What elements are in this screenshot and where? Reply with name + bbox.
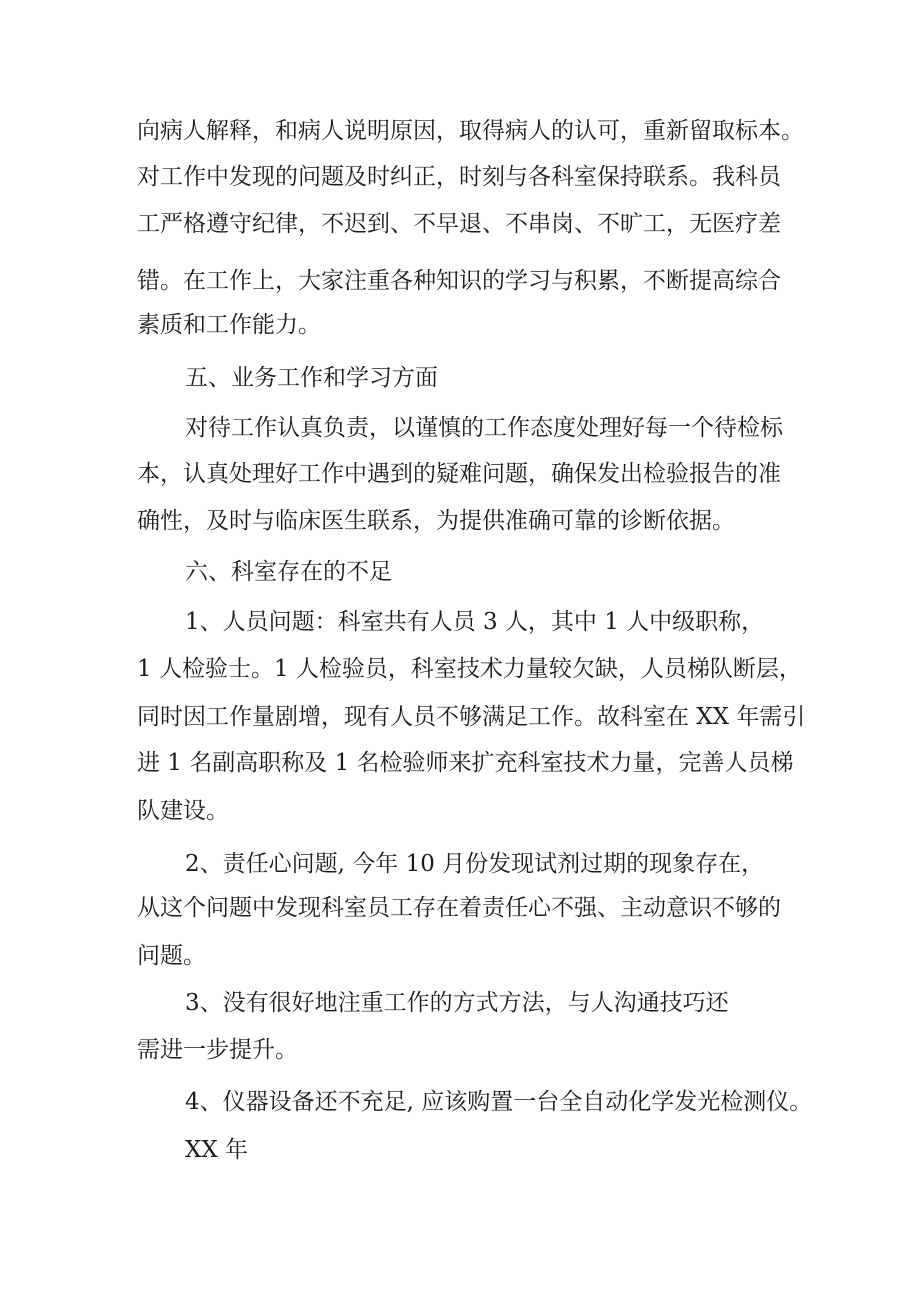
section-heading-5: 五、业务工作和学习方面: [185, 365, 438, 391]
text-line-18: 问题。: [137, 943, 206, 969]
text-line-15: 队建设。: [137, 798, 229, 824]
text-line-20: 需进一步提升。: [137, 1037, 298, 1063]
text-line-14: 进 1 名副高职称及 1 名检验师来扩充科室技术力量，完善人员梯: [137, 750, 794, 776]
text-line-16: 2、责任心问题, 今年 10 月份发现试剂过期的现象存在，: [185, 851, 765, 877]
text-line-11: 1、人员问题：科室共有人员 3 人，其中 1 人中级职称，: [185, 609, 765, 635]
text-line-7: 对待工作认真负责，以谨慎的工作态度处理好每一个待检标: [185, 415, 783, 441]
section-heading-6: 六、科室存在的不足: [185, 559, 392, 585]
text-line-13: 同时因工作量剧增，现有人员不够满足工作。故科室在 XX 年需引: [137, 704, 806, 730]
date-line: XX 年: [185, 1137, 249, 1163]
text-line-17: 从这个问题中发现科室员工存在着责任心不强、主动意识不够的: [137, 895, 781, 921]
text-line-12: 1 人检验士。1 人检验员，科室技术力量较欠缺，人员梯队断层，: [137, 656, 802, 682]
text-line-19: 3、没有很好地注重工作的方式方法，与人沟通技巧还: [185, 990, 729, 1016]
text-line-9: 确性，及时与临床医生联系，为提供准确可靠的诊断依据。: [137, 508, 735, 534]
text-line-4: 错。在工作上，大家注重各种知识的学习与积累，不断提高综合: [137, 268, 781, 294]
text-line-1: 向病人解释，和病人说明原因，取得病人的认可，重新留取标本。: [137, 118, 804, 144]
text-line-21: 4、仪器设备还不充足, 应该购置一台全自动化学发光检测仪。: [185, 1089, 813, 1115]
text-line-3: 工严格遵守纪律，不迟到、不早退、不串岗、不旷工，无医疗差: [137, 211, 781, 237]
text-line-8: 本，认真处理好工作中遇到的疑难问题，确保发出检验报告的准: [137, 461, 781, 487]
text-line-2: 对工作中发现的问题及时纠正，时刻与各科室保持联系。我科员: [137, 164, 781, 190]
text-line-5: 素质和工作能力。: [137, 312, 321, 338]
